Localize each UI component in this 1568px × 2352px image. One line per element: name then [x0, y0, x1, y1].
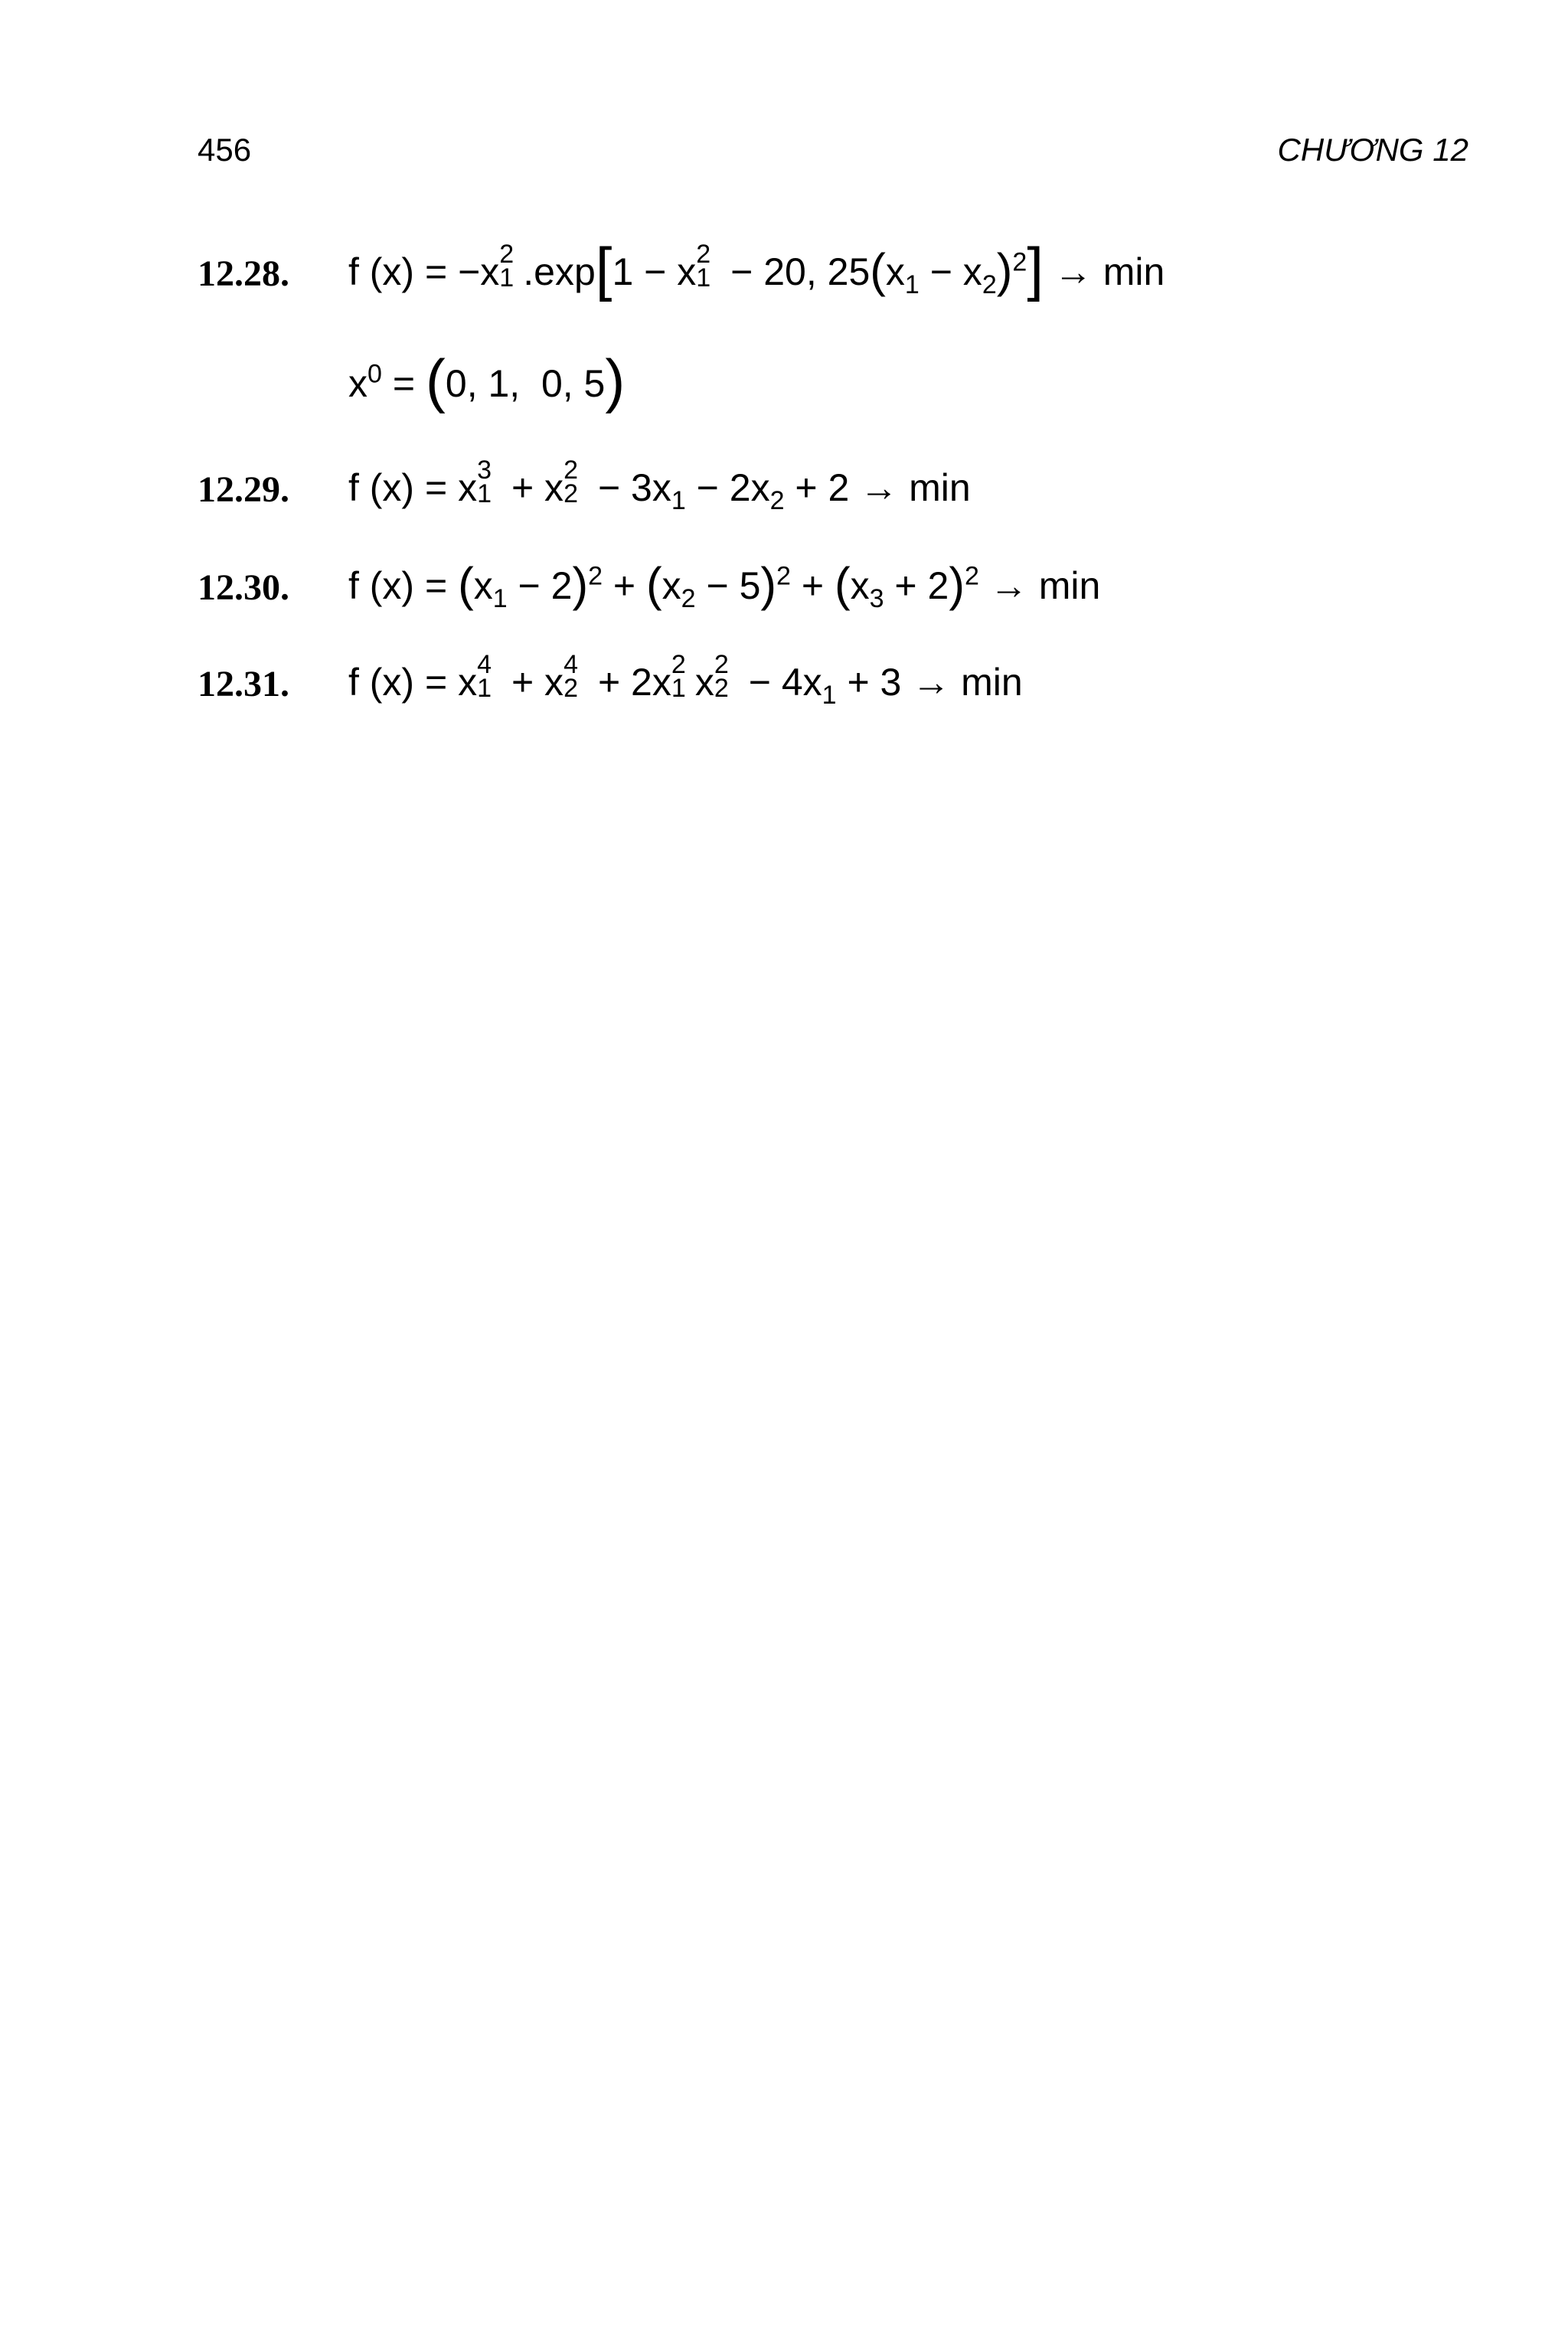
problem-number: 12.28. — [198, 253, 289, 294]
problem-number: 12.31. — [198, 664, 289, 704]
start-point: $x^0 = (0$, 1, 0, 5) — [348, 347, 626, 415]
problem-equation: f (x) = −x 2 1 .exp[1 − x 2 1 − 20, $25(x_1 - x_2)^2] \to \min$ — [348, 235, 1165, 303]
problem-equation: f (x) = x 3 1 + x 2 2 − $3x_1 - 2x_2 + 2 \to \min$ — [348, 456, 971, 515]
problem-number: 12.29. — [198, 469, 289, 510]
chapter-title: CHƯƠNG 12 — [1277, 132, 1468, 168]
page-number: 456 — [198, 132, 252, 168]
problem-equation: f (x) = x 4 1 + x 4 2 + 2x 2 1 x 2 2 − $4x_1 + 3 \to \min$ — [348, 650, 1023, 710]
problem-number: 12.30. — [198, 567, 289, 608]
problem-equation: f $(x) = (x_1 - 2)^2 + (x_2 - 5)^2 + (x_3 + 2)^2 \to \min$ — [348, 558, 1101, 613]
